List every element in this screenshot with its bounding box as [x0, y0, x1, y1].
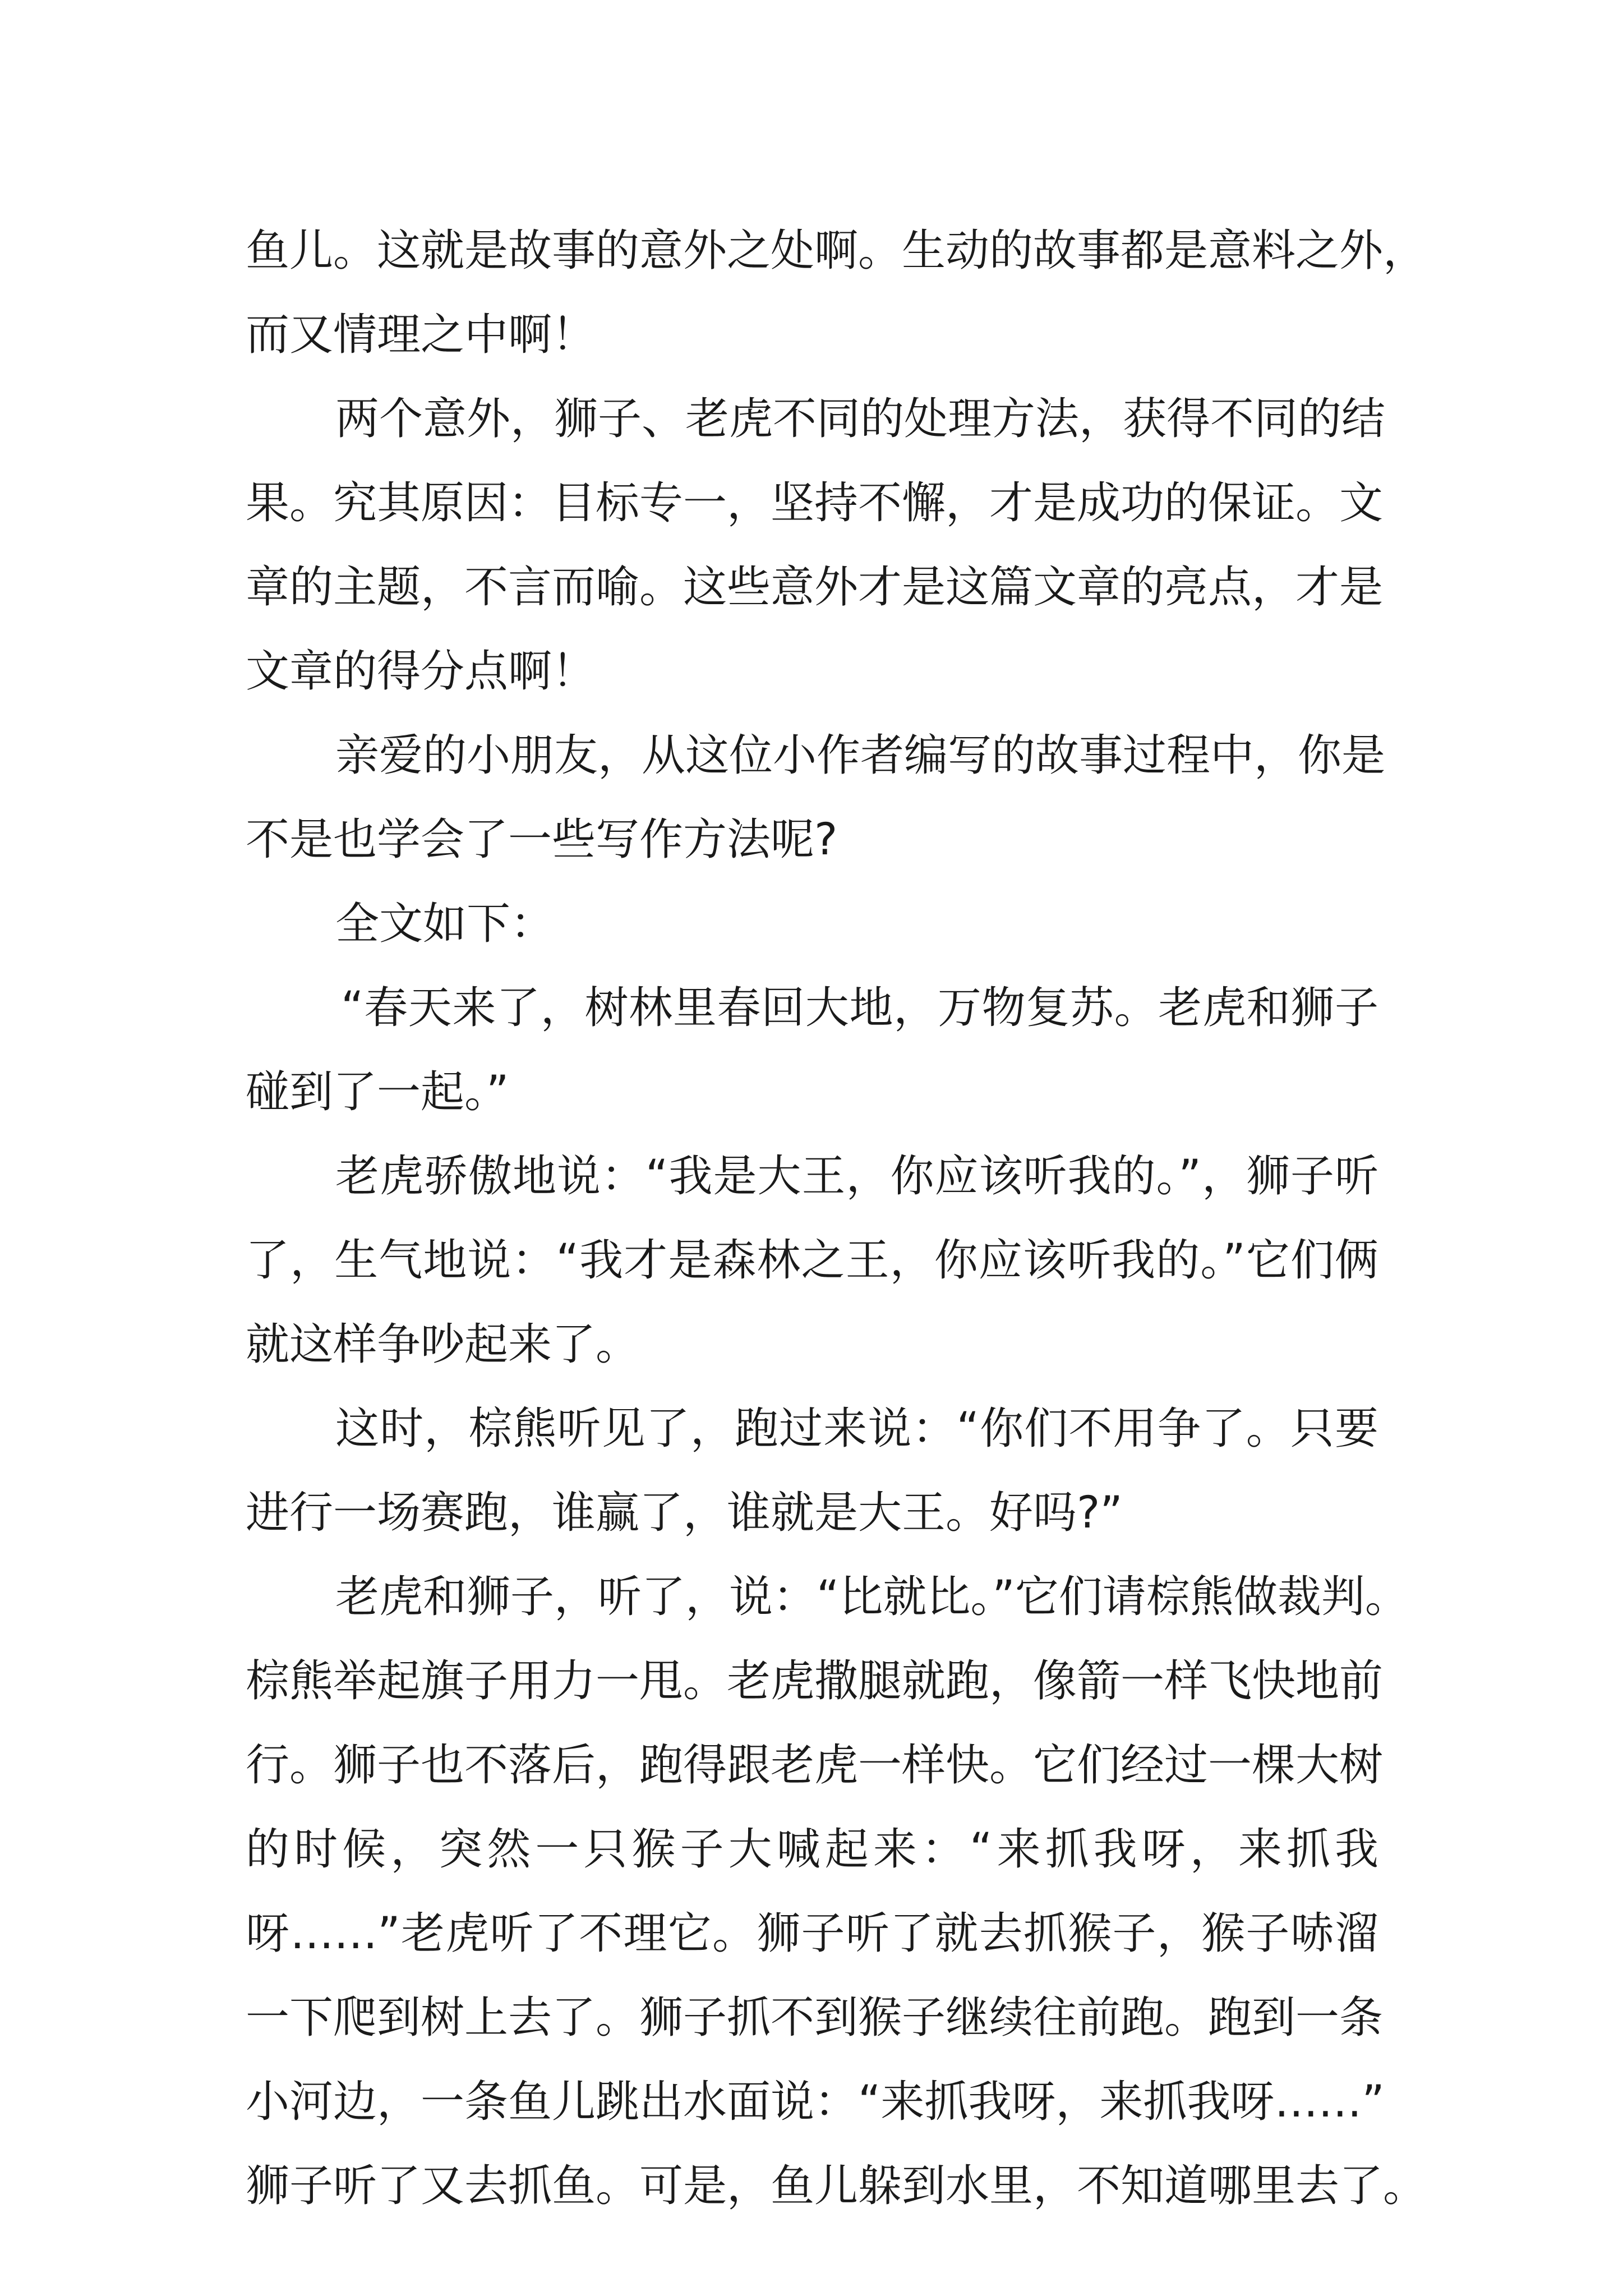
text-line: 而又情理之中啊！	[246, 310, 596, 360]
paragraph-start-line: 亲爱的小朋友，从这位小作者编写的故事过程中，你是	[335, 730, 1386, 781]
text-line: 呀……”老虎听了不理它。狮子听了就去抓猴子，猴子哧溜	[246, 1908, 1378, 1959]
text-line: 果。究其原因：目标专一，坚持不懈，才是成功的保证。文	[246, 478, 1384, 528]
text-line: 的时候，突然一只猴子大喊起来：“来抓我呀，来抓我	[246, 1824, 1378, 1875]
text-line: 鱼儿。这就是故事的意外之处啊。生动的故事都是意料之外，	[246, 226, 1427, 276]
text-line: 文章的得分点啊！	[246, 646, 596, 697]
text-line: 不是也学会了一些写作方法呢?	[246, 815, 838, 865]
text-line: 小河边，一条鱼儿跳出水面说：“来抓我呀，来抓我呀……”	[246, 2077, 1385, 2127]
text-line: 碰到了一起。”	[246, 1067, 509, 1117]
text-line: 一下爬到树上去了。狮子抓不到猴子继续往前跑。跑到一条	[246, 1993, 1384, 2043]
text-line: 章的主题，不言而喻。这些意外才是这篇文章的亮点，才是	[246, 562, 1384, 613]
paragraph-start-line: “春天来了，树林里春回大地，万物复苏。老虎和狮子	[341, 983, 1378, 1033]
paragraph-start-line: 两个意外，狮子、老虎不同的处理方法，获得不同的结	[335, 394, 1386, 444]
text-line: 棕熊举起旗子用力一甩。老虎撒腿就跑，像箭一样飞快地前	[246, 1656, 1384, 1706]
paragraph-start-line: 这时，棕熊听见了，跑过来说：“你们不用争了。只要	[335, 1404, 1378, 1454]
text-line: 就这样争吵起来了。	[246, 1319, 640, 1370]
paragraph-start-line: 老虎和狮子，听了，说：“比就比。”它们请棕熊做裁判。	[335, 1572, 1409, 1622]
text-line: 狮子听了又去抓鱼。可是，鱼儿躲到水里，不知道哪里去了。	[246, 2161, 1427, 2211]
text-line: 进行一场赛跑，谁赢了，谁就是大王。好吗?”	[246, 1488, 1123, 1538]
paragraph-start-line: 老虎骄傲地说：“我是大王，你应该听我的。”，狮子听	[335, 1151, 1378, 1202]
paragraph-start-line: 全文如下：	[335, 899, 555, 949]
text-line: 行。狮子也不落后，跑得跟老虎一样快。它们经过一棵大树	[246, 1740, 1384, 1791]
text-line: 了，生气地说：“我才是森林之王，你应该听我的。”它们俩	[246, 1235, 1378, 1286]
